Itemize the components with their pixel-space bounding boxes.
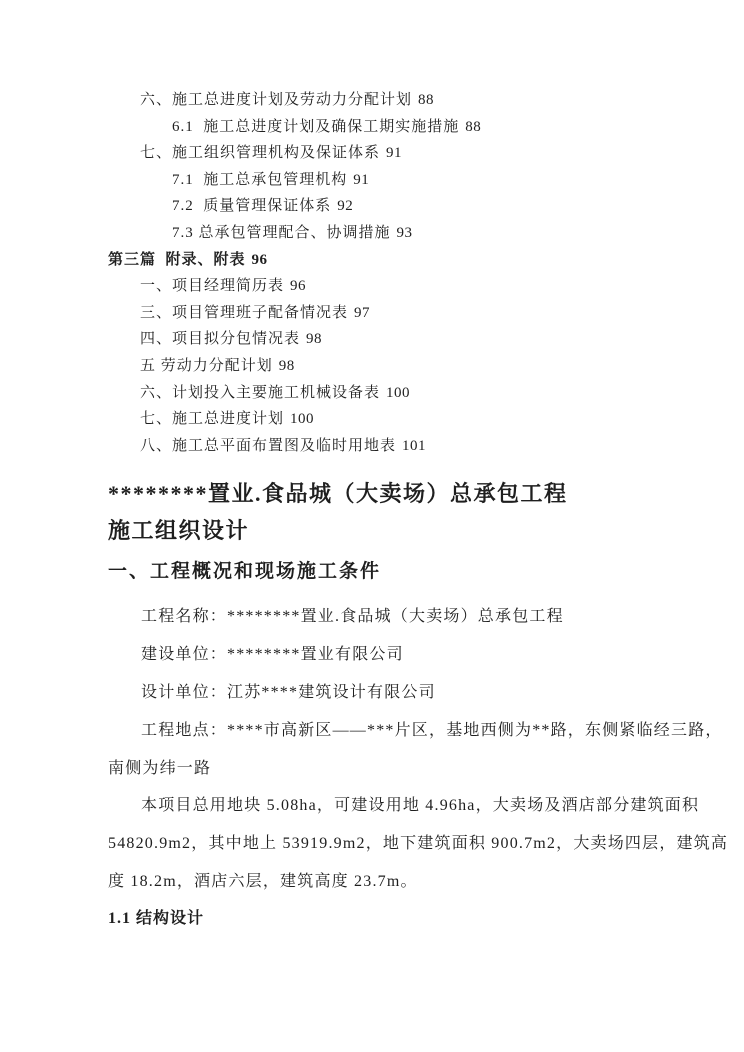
- toc-entry-label: 7.3 总承包管理配合、协调措施: [172, 224, 391, 241]
- toc-entry: [108, 273, 668, 300]
- subsection-heading: 1.1 结构设计: [108, 909, 205, 927]
- toc-entry-page: 96: [251, 251, 268, 268]
- toc-part-heading: [108, 247, 668, 274]
- toc-entry-page: 97: [354, 304, 371, 321]
- toc-entry: [108, 87, 668, 114]
- toc-entry-label: 6.1 施工总进度计划及确保工期实施措施: [172, 118, 460, 135]
- toc-entry-label: 六、施工总进度计划及劳动力分配计划: [140, 92, 413, 108]
- toc-entry: [108, 406, 668, 433]
- toc-entry-label: 一、项目经理简历表: [140, 278, 285, 295]
- toc-entry-label: 7.1 施工总承包管理机构: [172, 171, 348, 188]
- toc-entry: [108, 193, 668, 220]
- toc-entry-label: 第三篇 附录、附表: [108, 251, 246, 268]
- toc-entry-label: 五 劳动力分配计划: [140, 357, 273, 374]
- toc-entry-label: 七、施工组织管理机构及保证体系: [140, 145, 381, 162]
- section-heading: 一、工程概况和现场施工条件: [108, 561, 382, 583]
- toc-entry-page: 100: [290, 411, 315, 428]
- toc-entry: [108, 167, 668, 194]
- toc-entry: [108, 140, 668, 167]
- toc-entry: [108, 300, 668, 327]
- toc-entry: [108, 114, 668, 141]
- body-line: 54820.9m2，其中地上 53919.9m2，地下建筑面积 900.7m2，大卖场四层，建筑高: [108, 835, 729, 853]
- body-line: 工程地点：****市高新区——***片区，基地西侧为**路，东侧紧临经三路，: [141, 721, 723, 739]
- body-line: 本项目总用地块 5.08ha，可建设用地 4.96ha，大卖场及酒店部分建筑面积: [141, 797, 700, 815]
- toc-entry-label: 八、施工总平面布置图及临时用地表: [140, 437, 397, 454]
- body-line: 工程名称：********置业.食品城（大卖场）总承包工程: [141, 608, 564, 626]
- page-content: [108, 0, 729, 931]
- body-line: 度 18.2m，酒店六层，建筑高度 23.7m。: [108, 872, 418, 890]
- table-of-contents: [108, 87, 668, 459]
- toc-entry: [108, 380, 668, 407]
- toc-entry-page: 88: [465, 118, 482, 135]
- toc-entry: [108, 326, 668, 353]
- toc-entry: [108, 353, 668, 380]
- document-title-block: [108, 475, 668, 549]
- document-title-line-1: ********置业.食品城（大卖场）总承包工程: [108, 481, 568, 507]
- toc-entry-page: 98: [306, 331, 323, 348]
- toc-entry-page: 93: [396, 224, 413, 241]
- toc-entry-label: 三、项目管理班子配备情况表: [140, 304, 349, 321]
- toc-entry-label: 四、项目拟分包情况表: [140, 331, 301, 348]
- toc-entry-page: 92: [337, 198, 354, 215]
- body-line: 南侧为纬一路: [108, 759, 212, 777]
- toc-entry-page: 88: [418, 92, 435, 108]
- toc-entry-page: 96: [290, 278, 307, 295]
- body-line: 建设单位：********置业有限公司: [141, 646, 404, 664]
- toc-entry: [108, 220, 668, 247]
- toc-entry-page: 101: [402, 437, 427, 454]
- toc-entry-page: 91: [353, 171, 370, 188]
- body-line: 设计单位：江苏****建筑设计有限公司: [141, 683, 436, 701]
- toc-entry-label: 六、计划投入主要施工机械设备表: [140, 384, 381, 401]
- toc-entry-label: 7.2 质量管理保证体系: [172, 198, 332, 215]
- toc-entry-label: 七、施工总进度计划: [140, 411, 285, 428]
- toc-entry-page: 98: [278, 357, 295, 374]
- section-body: [108, 598, 729, 900]
- toc-entry-page: 91: [386, 145, 403, 162]
- document-title-line-2: 施工组织设计: [108, 518, 250, 544]
- toc-entry-page: 100: [386, 384, 411, 401]
- toc-entry: [108, 433, 668, 460]
